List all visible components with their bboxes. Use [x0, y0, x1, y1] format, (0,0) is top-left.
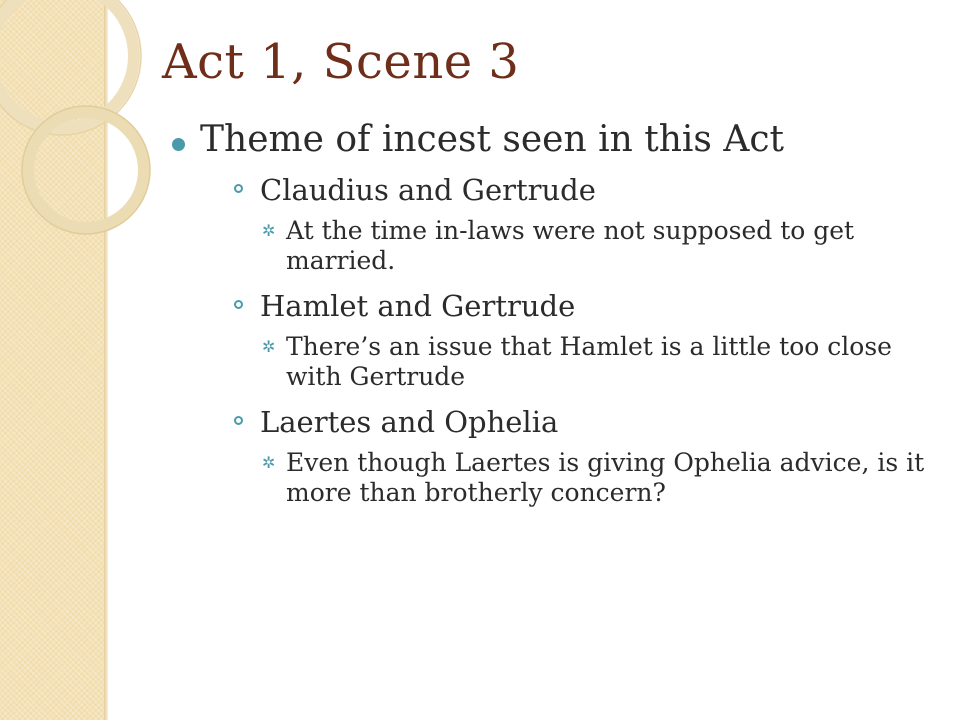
sub-bullet-laertes-ophelia [232, 405, 946, 509]
star-bullet-icon: ✲ [262, 220, 276, 240]
slide-content [166, 118, 946, 521]
detail-item [260, 332, 946, 393]
detail-item [260, 216, 946, 277]
sub-bullet-text: Hamlet and Gertrude [260, 288, 576, 323]
main-bullet [166, 118, 946, 509]
main-bullet-text: Theme of incest seen in this Act [200, 119, 784, 160]
detail-list [260, 448, 946, 509]
hollow-circle-bullet-icon [234, 184, 243, 193]
star-bullet-icon: ✲ [262, 452, 276, 472]
detail-text: There’s an issue that Hamlet is a little too close with Gertrude [286, 331, 892, 392]
sub-bullet-list [200, 173, 946, 508]
decorative-rings-icon [0, 0, 160, 260]
sub-bullet-hamlet-gertrude [232, 289, 946, 393]
sub-bullet-claudius-gertrude [232, 173, 946, 277]
hollow-circle-bullet-icon [234, 300, 243, 309]
detail-list [260, 332, 946, 393]
filled-circle-bullet-icon [172, 138, 185, 151]
detail-text: At the time in-laws were not supposed to get married. [286, 215, 855, 276]
detail-list [260, 216, 946, 277]
slide-title: Act 1, Scene 3 [162, 34, 520, 90]
detail-text: Even though Laertes is giving Ophelia advice, is it more than brotherly concern? [286, 447, 925, 508]
detail-item [260, 448, 946, 509]
sub-bullet-text: Laertes and Ophelia [260, 404, 559, 439]
sub-bullet-text: Claudius and Gertrude [260, 173, 596, 208]
star-bullet-icon: ✲ [262, 336, 276, 356]
bullet-list [166, 118, 946, 509]
hollow-circle-bullet-icon [234, 416, 243, 425]
